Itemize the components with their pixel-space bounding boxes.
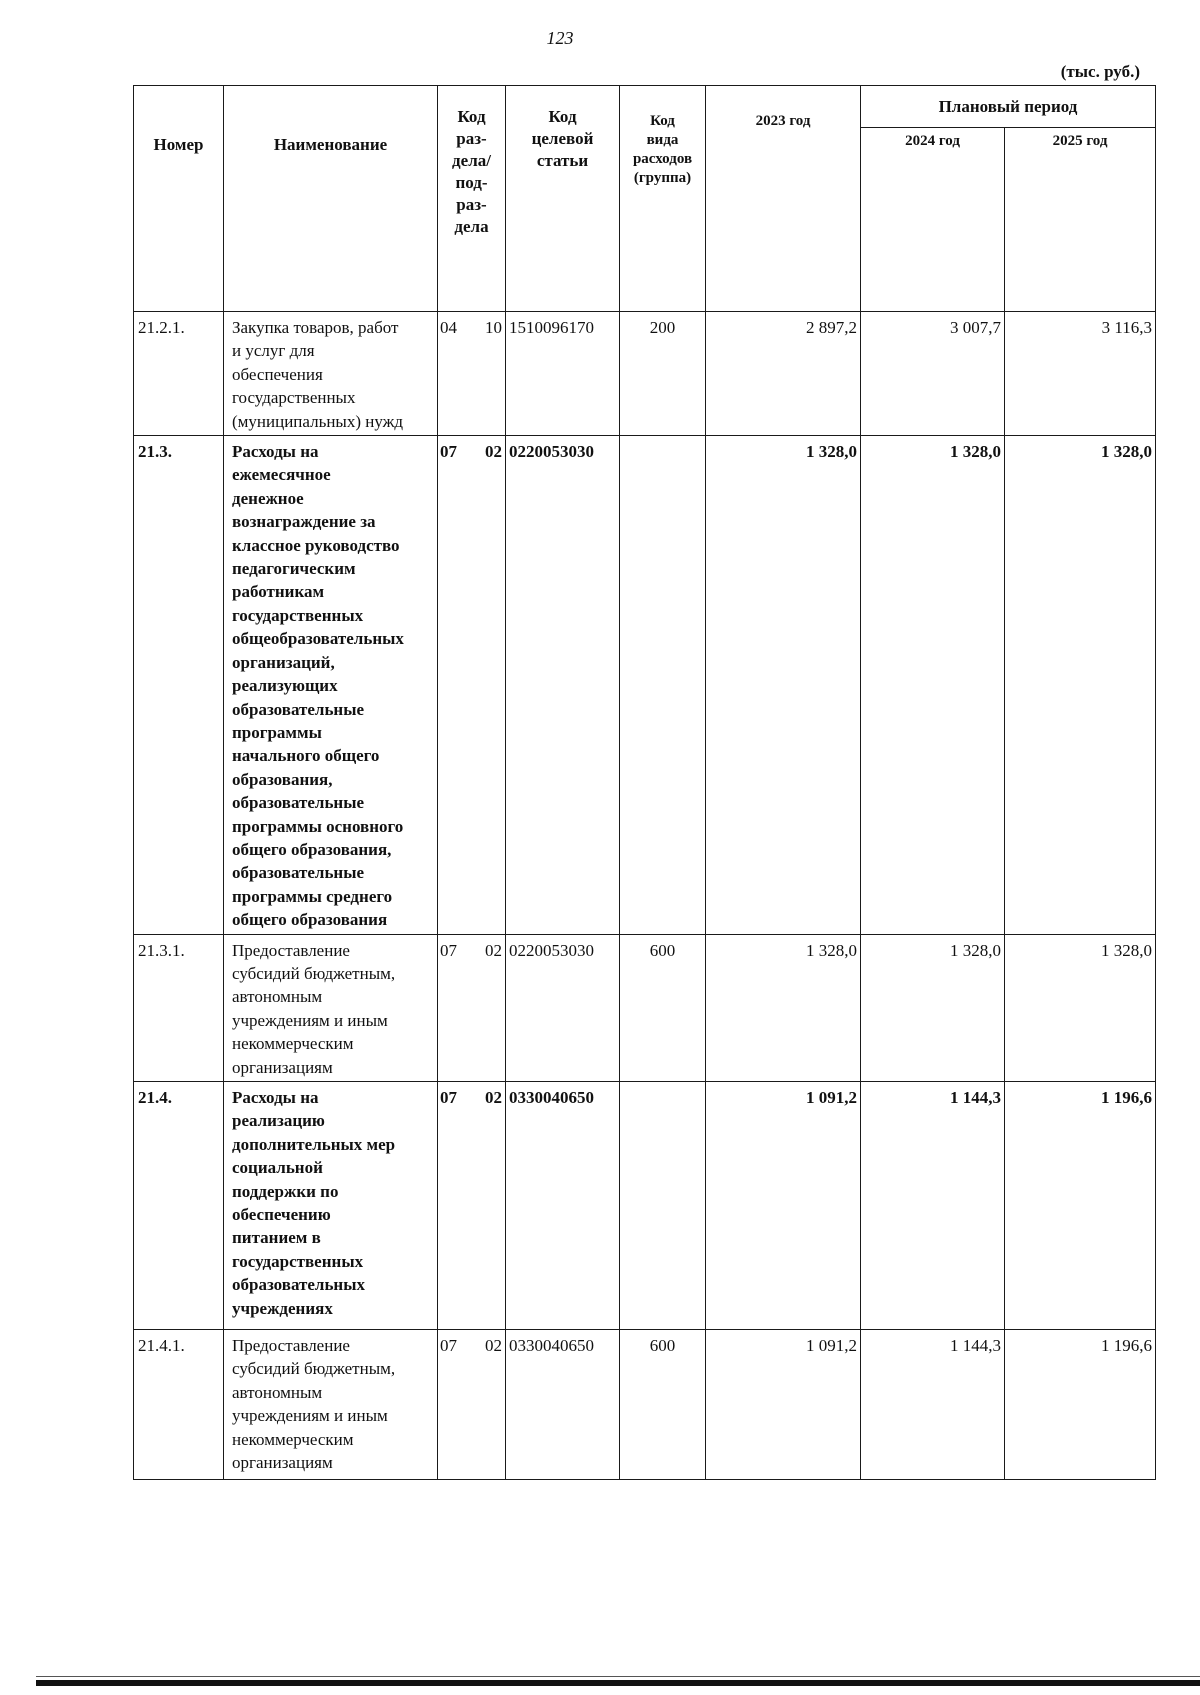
table-row (134, 934, 1156, 1081)
name-line: социальной (232, 1158, 323, 1178)
footer-line (36, 1676, 1200, 1677)
name-line: субсидий бюджетным, (232, 1359, 396, 1379)
cell-number: 21.3. (134, 436, 224, 935)
cell-vid: 600 (620, 934, 706, 1081)
cell-2025: 1 328,0 (1005, 436, 1156, 935)
name-line: субсидий бюджетным, (232, 963, 396, 983)
name-line: образования, (232, 769, 333, 789)
cell-name (224, 1082, 438, 1330)
table-row (134, 312, 1156, 436)
cell-name (224, 436, 438, 935)
name-line: некоммерческим (232, 1429, 354, 1449)
name-line: учреждениям и иным (232, 1406, 388, 1426)
cell-2025: 3 116,3 (1005, 312, 1156, 436)
cell-number: 21.3.1. (134, 934, 224, 1081)
cell-tsel: 0330040650 (506, 1082, 620, 1330)
name-line: образовательные (232, 863, 365, 883)
cell-name (224, 312, 438, 436)
name-line: общего образования (232, 910, 388, 930)
table-row (134, 1082, 1156, 1330)
podrazdel-code: 02 (485, 442, 502, 462)
header-razdel: Код раз- дела/ под- раз- дела (438, 86, 506, 312)
name-line: учреждениям и иным (232, 1010, 388, 1030)
name-line: государственных (232, 388, 356, 408)
page-number: 123 (546, 28, 574, 48)
cell-2024: 1 144,3 (861, 1082, 1005, 1330)
name-line: Расходы на (232, 442, 319, 462)
budget-table (133, 85, 1156, 1480)
name-line: государственных (232, 1251, 364, 1271)
cell-razdel (438, 934, 506, 1081)
footer-bar (36, 1680, 1200, 1686)
name-line: Расходы на (232, 1088, 319, 1107)
name-line: образовательные (232, 793, 365, 813)
cell-tsel: 0220053030 (506, 436, 620, 935)
name-line: общеобразовательных (232, 629, 404, 649)
cell-razdel (438, 1330, 506, 1480)
name-line: Предоставление (232, 1336, 350, 1355)
name-line: программы основного (232, 816, 404, 836)
cell-2024: 1 328,0 (861, 436, 1005, 935)
header-2024: 2024 год (861, 128, 1005, 312)
name-line: реализацию (232, 1111, 325, 1131)
name-line: педагогическим (232, 559, 356, 579)
header-2025: 2025 год (1005, 128, 1156, 312)
razdel-code: 07 (440, 442, 457, 462)
cell-razdel (438, 312, 506, 436)
cell-vid: 600 (620, 1330, 706, 1480)
cell-2023: 1 328,0 (706, 934, 861, 1081)
cell-2023: 1 091,2 (706, 1330, 861, 1480)
cell-2025: 1 328,0 (1005, 934, 1156, 1081)
cell-2025: 1 196,6 (1005, 1082, 1156, 1330)
razdel-code: 07 (440, 1336, 457, 1355)
name-line: питанием в (232, 1228, 321, 1248)
cell-2024: 1 144,3 (861, 1330, 1005, 1480)
razdel-code: 07 (440, 940, 457, 960)
name-line: Предоставление (232, 940, 350, 960)
cell-2023: 1 091,2 (706, 1082, 861, 1330)
cell-tsel: 0330040650 (506, 1330, 620, 1480)
header-number: Номер (134, 86, 224, 312)
name-line: денежное (232, 488, 304, 508)
name-line: (муниципальных) нужд (232, 411, 404, 431)
name-line: учреждениях (232, 1298, 333, 1318)
razdel-code: 07 (440, 1088, 457, 1107)
table-row (134, 1330, 1156, 1480)
cell-tsel: 1510096170 (506, 312, 620, 436)
name-line: программы среднего (232, 886, 393, 906)
cell-number: 21.4.1. (134, 1330, 224, 1480)
name-line: начального общего (232, 746, 380, 766)
name-line: организаций, (232, 652, 335, 672)
cell-number: 21.4. (134, 1082, 224, 1330)
podrazdel-code: 02 (485, 1088, 502, 1107)
units-label: (тыс. руб.) (1060, 62, 1140, 81)
name-line: автономным (232, 987, 323, 1007)
header-vid: Код вида расходов (группа) (620, 86, 706, 312)
cell-vid: 200 (620, 312, 706, 436)
name-line: классное руководство (232, 535, 400, 555)
cell-2025: 1 196,6 (1005, 1330, 1156, 1480)
name-line: и услуг для (232, 341, 315, 361)
cell-2023: 2 897,2 (706, 312, 861, 436)
cell-razdel (438, 1082, 506, 1330)
name-line: поддержки по (232, 1181, 339, 1201)
header-name: Наименование (224, 86, 438, 312)
name-line: образовательных (232, 1275, 365, 1295)
name-line: обеспечения (232, 364, 323, 384)
cell-2023: 1 328,0 (706, 436, 861, 935)
cell-vid (620, 436, 706, 935)
name-line: обеспечению (232, 1205, 331, 1225)
cell-tsel: 0220053030 (506, 934, 620, 1081)
name-line: некоммерческим (232, 1034, 354, 1054)
name-line: реализующих (232, 676, 338, 696)
name-line: программы (232, 722, 322, 742)
name-line: ежемесячное (232, 465, 331, 485)
cell-number: 21.2.1. (134, 312, 224, 436)
name-line: работникам (232, 582, 325, 602)
header-2023: 2023 год (706, 86, 861, 312)
name-line: общего образования, (232, 839, 392, 859)
name-line: государственных (232, 605, 364, 625)
razdel-code: 04 (440, 318, 457, 337)
header-tsel: Код целевой статьи (506, 86, 620, 312)
cell-name (224, 1330, 438, 1480)
header-planned-period: Плановый период (861, 86, 1156, 128)
cell-name (224, 934, 438, 1081)
cell-vid (620, 1082, 706, 1330)
name-line: образовательные (232, 699, 365, 719)
podrazdel-code: 02 (485, 940, 502, 960)
name-line: организациям (232, 1453, 333, 1473)
podrazdel-code: 10 (485, 318, 502, 337)
cell-2024: 3 007,7 (861, 312, 1005, 436)
name-line: Закупка товаров, работ (232, 318, 399, 337)
name-line: автономным (232, 1382, 323, 1402)
name-line: вознаграждение за (232, 512, 376, 532)
podrazdel-code: 02 (485, 1336, 502, 1355)
name-line: организациям (232, 1057, 333, 1077)
table-body (134, 312, 1156, 1480)
cell-2024: 1 328,0 (861, 934, 1005, 1081)
name-line: дополнительных мер (232, 1134, 396, 1154)
cell-razdel (438, 436, 506, 935)
table-row (134, 436, 1156, 935)
